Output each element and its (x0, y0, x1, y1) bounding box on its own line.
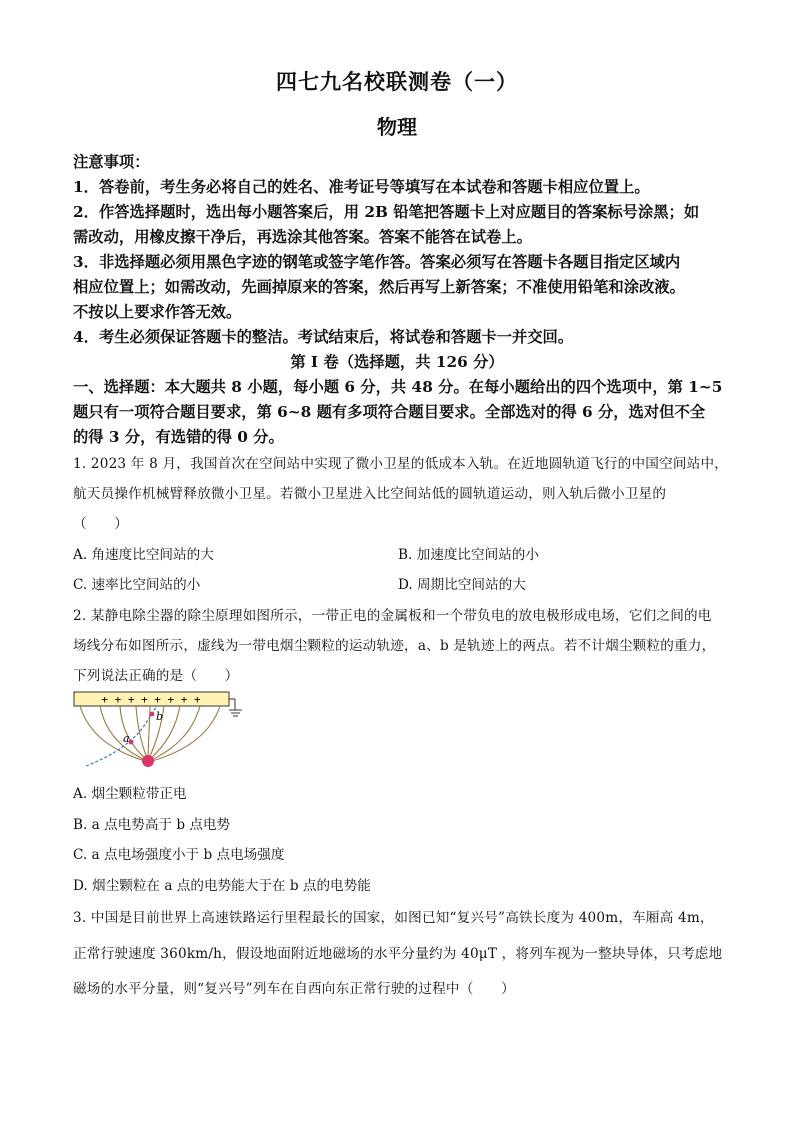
note-line: 2．作答选择题时，选出每小题答案后，用 2B 铅笔把答题卡上对应题目的答案标号涂黑；如 (73, 203, 700, 221)
q1-option-b: B. 加速度比空间站的小 (398, 547, 539, 563)
q2-option-d: D. 烟尘颗粒在 a 点的电势能大于在 b 点的电势能 (73, 878, 371, 894)
field-line (80, 706, 145, 761)
note-line: 4．考生必须保证答题卡的整洁。考试结束后，将试卷和答题卡一并交回。 (73, 328, 574, 346)
q2-option-b: B. a 点电势高于 b 点电势 (73, 817, 231, 833)
point-b (150, 712, 155, 717)
q3-stem-line: 正常行驶速度 360km/h，假设地面附近地磁场的水平分量约为 40μT ，将列车视为一整块导体，只考虑地 (73, 946, 723, 962)
q2-option-a: A. 烟尘颗粒带正电 (73, 786, 187, 802)
subject-title: 物理 (377, 115, 417, 139)
note-line: 需改动，用橡皮擦干净后，再选涂其他答案。答案不能答在试卷上。 (73, 228, 532, 246)
notes-heading: 注意事项： (73, 153, 150, 171)
note-line: 3．非选择题必须用黑色字迹的钢笔或签字笔作答。答案必须写在答题卡各题目指定区域内 (73, 253, 681, 271)
q2-stem-line: 下列说法正确的是（ ） (73, 668, 239, 684)
field-line (150, 706, 180, 759)
note-line: 1．答卷前，考生务必将自己的姓名、准考证号等填写在本试卷和答题卡相应位置上。 (73, 178, 650, 196)
exam-title: 四七九名校联测卷（一） (276, 69, 518, 94)
note-line: 相应位置上；如需改动，先画掉原来的答案，然后再写上新答案；不准使用铅笔和涂改液。 (73, 278, 685, 296)
label-b: b (156, 710, 164, 723)
note-line: 不按以上要求作答无效。 (73, 303, 242, 321)
q1-stem-line: 航天员操作机械臂释放微小卫星。若微小卫星进入比空间站低的圆轨道运动，则入轨后微小卫星的 (73, 486, 667, 502)
ground-icon (229, 699, 242, 716)
q2-stem-line: 场线分布如图所示，虚线为一带电烟尘颗粒的运动轨迹，a、b 是轨迹上的两点。若不计烟尘颗粒的重力， (73, 638, 716, 654)
q1-option-d: D. 周期比空间站的大 (398, 577, 526, 593)
q1-stem-line: （ ） (73, 516, 129, 532)
q1-stem-line: 1. 2023 年 8 月，我国首次在空间站中实现了微小卫星的低成本入轨。在近地圆轨道飞行的中国空间站中， (73, 456, 729, 472)
section-title: 第 I 卷（选择题，共 126 分） (290, 353, 504, 371)
label-a: a (123, 732, 130, 745)
q2-stem-line: 2. 某静电除尘器的除尘原理如图所示，一带正电的金属板和一个带负电的放电极形成电场，它们之间的电 (73, 608, 712, 624)
q2-option-c: C. a 点电场强度小于 b 点电场强度 (73, 847, 285, 863)
section-intro-line: 一、选择题：本大题共 8 小题，每小题 6 分，共 48 分。在每小题给出的四个选项中，第 1~5 (73, 378, 723, 396)
q1-option-c: C. 速率比空间站的小 (73, 577, 201, 593)
discharge-electrode (142, 755, 154, 767)
q3-stem-line: 磁场的水平分量，则“复兴号”列车在自西向东正常行驶的过程中（ ） (73, 981, 515, 997)
q1-option-a: A. 角速度比空间站的大 (73, 547, 214, 563)
q3-stem-line: 3. 中国是目前世界上高速铁路运行里程最长的国家，如图已知“复兴号”高铁长度为 400m，车厢高 4m， (73, 910, 714, 926)
plate-charge-signs: + + + + + + + + (101, 693, 201, 706)
section-intro-line: 的得 3 分，有选错的得 0 分。 (73, 428, 284, 446)
section-intro-line: 题只有一项符合题目要求，第 6~8 题有多项符合题目要求。全部选对的得 6 分，选对但不全 (73, 403, 706, 421)
electrostatic-precipitator-diagram (72, 690, 252, 770)
